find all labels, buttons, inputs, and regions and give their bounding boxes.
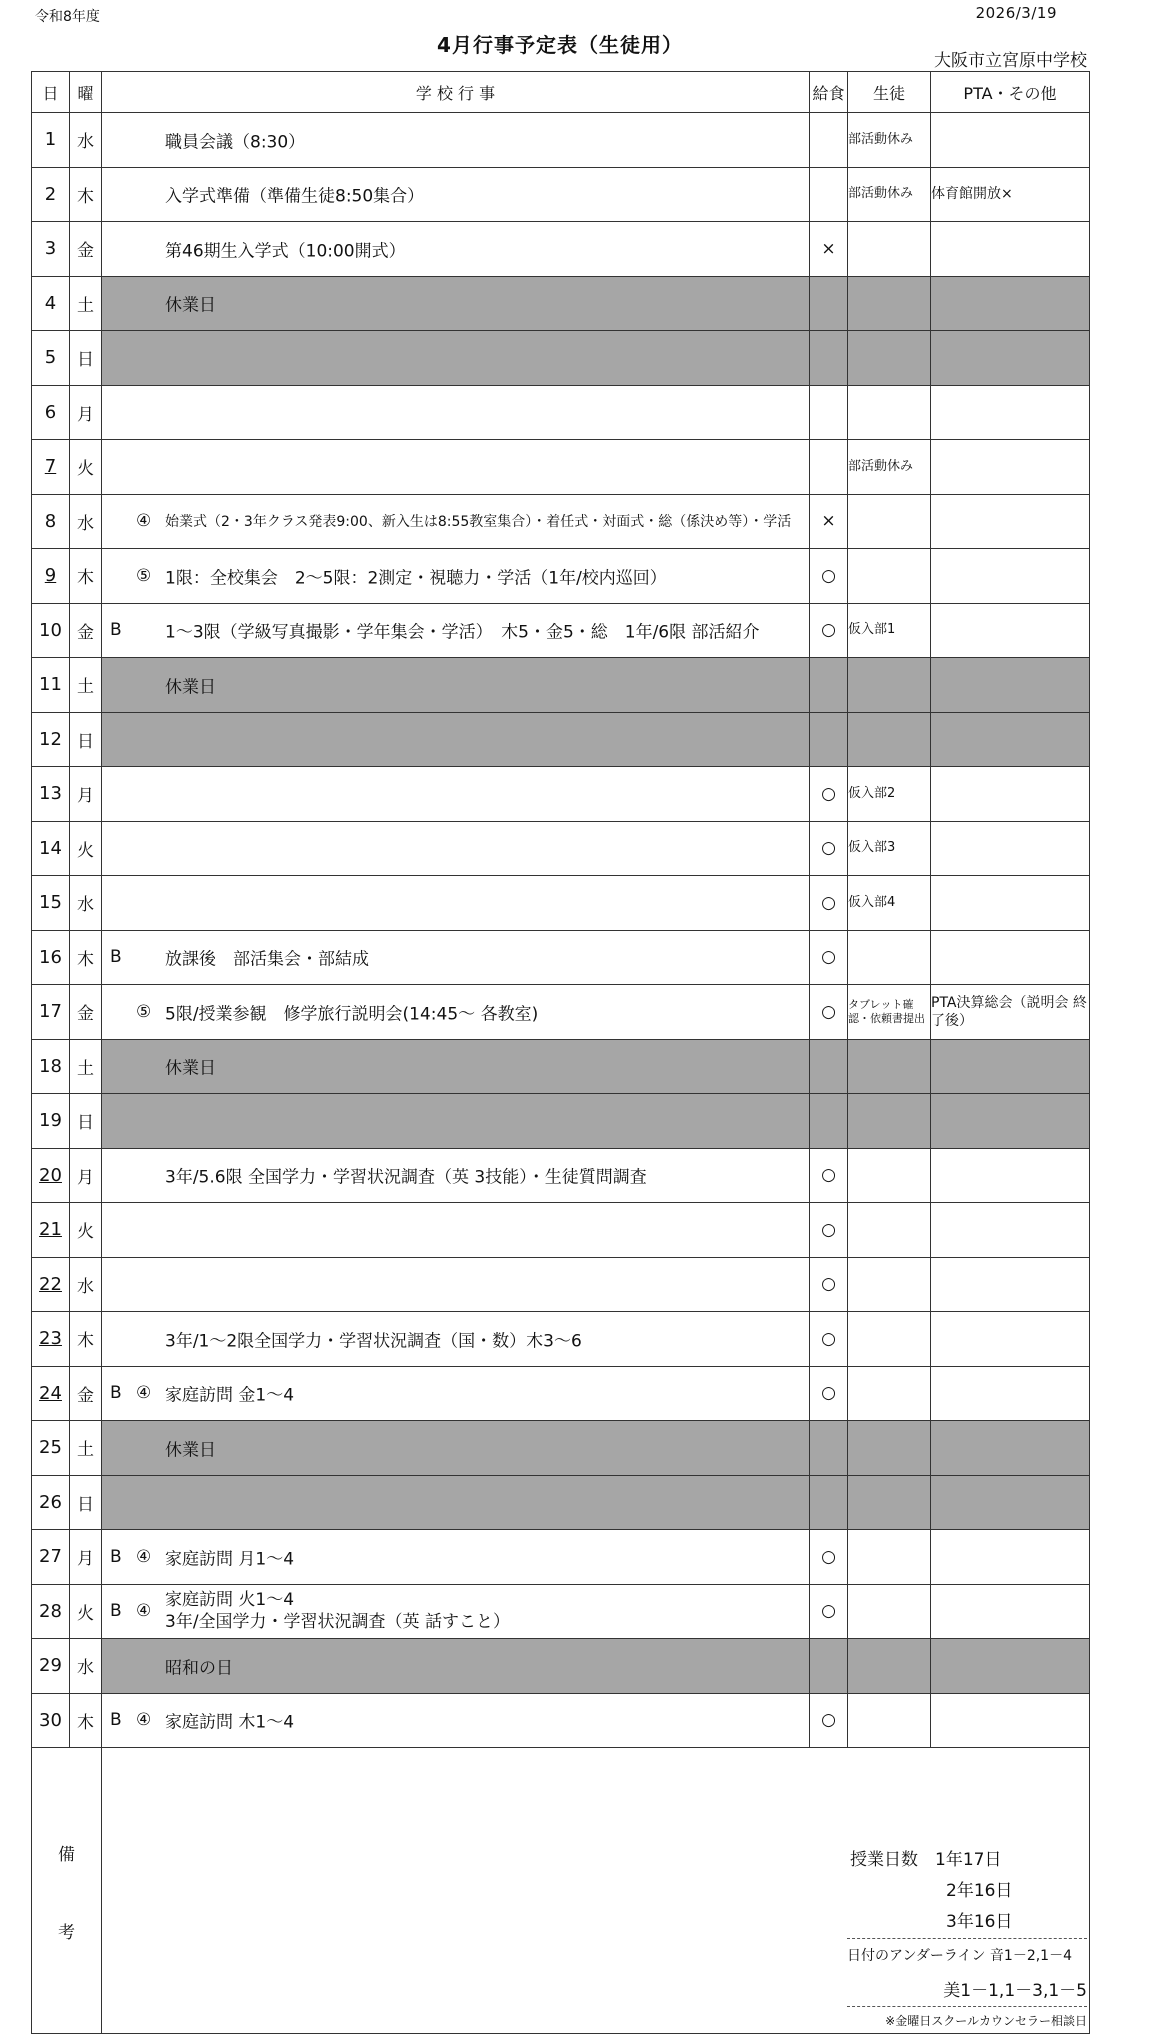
event-text: 休業日 xyxy=(165,677,216,698)
pta-cell xyxy=(931,767,1090,822)
period-count-mark: ⑤ xyxy=(136,1001,152,1022)
student-cell xyxy=(848,1039,931,1094)
meal-cell xyxy=(810,331,848,386)
student-cell xyxy=(848,1584,931,1639)
event-cell xyxy=(102,222,810,277)
pta-cell xyxy=(931,1421,1090,1476)
col-header-pta: PTA・その他 xyxy=(931,72,1090,113)
weekday-cell: 日 xyxy=(70,712,102,767)
class-days-line: 授業日数 1年17日 xyxy=(850,1850,1002,1870)
event-text: 家庭訪問 金1～4 xyxy=(165,1385,295,1406)
schedule-page xyxy=(31,0,1089,2040)
day-cell xyxy=(32,1094,70,1149)
event-text: 休業日 xyxy=(165,1058,216,1079)
day-number: 28 xyxy=(39,1600,62,1622)
day-number: 18 xyxy=(39,1055,62,1077)
pta-cell xyxy=(931,1257,1090,1312)
weekday-cell: 月 xyxy=(70,1148,102,1203)
event-cell xyxy=(102,1475,810,1530)
event-cell xyxy=(102,712,810,767)
event-cell xyxy=(102,1312,810,1367)
table-row xyxy=(32,821,1090,876)
day-cell xyxy=(32,821,70,876)
weekday-cell: 日 xyxy=(70,1094,102,1149)
day-cell xyxy=(32,385,70,440)
weekday-cell: 水 xyxy=(70,1257,102,1312)
day-cell xyxy=(32,767,70,822)
meal-cell: ○ xyxy=(810,1584,848,1639)
student-cell: 仮入部3 xyxy=(848,821,931,876)
student-cell: 部活動休み xyxy=(848,167,931,222)
table-row xyxy=(32,1257,1090,1312)
event-cell xyxy=(102,876,810,931)
school-name: 大阪市立宮原中学校 xyxy=(934,51,1087,71)
page-title: 4月行事予定表（生徒用） xyxy=(437,33,683,57)
pta-cell xyxy=(931,1475,1090,1530)
b-schedule-mark: B xyxy=(110,1383,122,1404)
event-cell xyxy=(102,985,810,1040)
day-number: 30 xyxy=(39,1709,62,1731)
student-cell xyxy=(848,494,931,549)
event-text: 入学式準備（準備生徒8:50集合） xyxy=(165,186,425,207)
weekday-cell: 日 xyxy=(70,331,102,386)
event-cell xyxy=(102,930,810,985)
meal-cell: ○ xyxy=(810,985,848,1040)
meal-cell: ○ xyxy=(810,1148,848,1203)
col-header-dow: 曜 xyxy=(70,72,102,113)
b-schedule-mark: B xyxy=(110,1546,122,1567)
event-text: 3年/1～2限全国学力・学習状況調査（国・数）木3～6 xyxy=(165,1331,582,1352)
meal-cell xyxy=(810,113,848,168)
student-cell xyxy=(848,1094,931,1149)
meal-cell: ○ xyxy=(810,1693,848,1748)
pta-cell xyxy=(931,1148,1090,1203)
event-text: 昭和の日 xyxy=(165,1658,233,1679)
pta-cell xyxy=(931,1094,1090,1149)
day-number: 22 xyxy=(39,1273,62,1295)
day-cell xyxy=(32,1421,70,1476)
meal-cell xyxy=(810,1475,848,1530)
student-cell xyxy=(848,1257,931,1312)
weekday-cell: 火 xyxy=(70,1203,102,1258)
period-count-mark: ④ xyxy=(136,1383,152,1404)
table-row xyxy=(32,494,1090,549)
day-cell xyxy=(32,712,70,767)
day-cell xyxy=(32,167,70,222)
day-number: 21 xyxy=(39,1219,62,1241)
meal-cell: ○ xyxy=(810,767,848,822)
day-number: 23 xyxy=(39,1328,62,1350)
pta-cell xyxy=(931,440,1090,495)
period-count-mark: ④ xyxy=(136,1601,152,1622)
remarks-label-1: 備 xyxy=(58,1845,75,1865)
table-row xyxy=(32,113,1090,168)
table-row xyxy=(32,549,1090,604)
day-cell xyxy=(32,985,70,1040)
day-cell xyxy=(32,1203,70,1258)
day-cell xyxy=(32,1257,70,1312)
student-cell xyxy=(848,1530,931,1585)
remarks-label-2: 考 xyxy=(58,1923,75,1943)
day-cell xyxy=(32,603,70,658)
pta-cell xyxy=(931,1530,1090,1585)
day-number: 13 xyxy=(39,783,62,805)
weekday-cell: 水 xyxy=(70,876,102,931)
meal-cell: ○ xyxy=(810,876,848,931)
day-number: 5 xyxy=(44,347,57,369)
student-cell xyxy=(848,1312,931,1367)
event-cell xyxy=(102,385,810,440)
meal-cell xyxy=(810,1421,848,1476)
meal-cell: × xyxy=(810,494,848,549)
col-header-day: 日 xyxy=(32,72,70,113)
table-row xyxy=(32,658,1090,713)
table-row xyxy=(32,440,1090,495)
meal-cell xyxy=(810,276,848,331)
student-cell xyxy=(848,549,931,604)
day-number: 29 xyxy=(39,1655,62,1677)
table-row xyxy=(32,985,1090,1040)
weekday-cell: 木 xyxy=(70,1312,102,1367)
day-number: 3 xyxy=(44,238,57,260)
day-number: 24 xyxy=(39,1382,62,1404)
meal-cell xyxy=(810,1639,848,1694)
event-cell xyxy=(102,1693,810,1748)
event-text xyxy=(165,1589,510,1633)
event-line: 家庭訪問 火1～4 xyxy=(165,1590,295,1611)
event-cell xyxy=(102,1148,810,1203)
day-cell xyxy=(32,1475,70,1530)
day-number: 16 xyxy=(39,946,62,968)
period-count-mark: ④ xyxy=(136,1546,152,1567)
meal-cell: ○ xyxy=(810,930,848,985)
weekday-cell: 水 xyxy=(70,113,102,168)
day-number: 20 xyxy=(39,1164,62,1186)
meal-cell xyxy=(810,440,848,495)
event-cell xyxy=(102,603,810,658)
pta-cell xyxy=(931,603,1090,658)
weekday-cell: 金 xyxy=(70,603,102,658)
day-cell xyxy=(32,1530,70,1585)
day-number: 2 xyxy=(44,183,57,205)
remarks-label xyxy=(32,1748,102,2034)
table-row xyxy=(32,712,1090,767)
table-row xyxy=(32,603,1090,658)
weekday-cell: 土 xyxy=(70,1421,102,1476)
pta-cell xyxy=(931,1639,1090,1694)
event-text: 1限：全校集会 2～5限：2測定・視聴力・学活（1年/校内巡回） xyxy=(165,568,667,589)
meal-cell xyxy=(810,1094,848,1149)
student-cell xyxy=(848,222,931,277)
day-cell xyxy=(32,113,70,168)
student-cell: 部活動休み xyxy=(848,440,931,495)
day-number: 9 xyxy=(44,565,57,587)
weekday-cell: 月 xyxy=(70,1530,102,1585)
day-cell xyxy=(32,331,70,386)
b-schedule-mark: B xyxy=(110,1601,122,1622)
day-number: 12 xyxy=(39,728,62,750)
underline-note-cont: 美1－1,1－3,1－5 xyxy=(943,1981,1087,2001)
issue-date: 2026/3/19 xyxy=(975,4,1057,22)
weekday-cell: 火 xyxy=(70,821,102,876)
day-cell xyxy=(32,1584,70,1639)
weekday-cell: 木 xyxy=(70,549,102,604)
student-cell: 部活動休み xyxy=(848,113,931,168)
table-row xyxy=(32,767,1090,822)
b-schedule-mark: B xyxy=(110,1710,122,1731)
schedule-table xyxy=(31,71,1090,2034)
remarks-body xyxy=(102,1748,1090,2034)
table-row xyxy=(32,167,1090,222)
weekday-cell: 水 xyxy=(70,494,102,549)
table-row xyxy=(32,1366,1090,1421)
period-count-mark: ⑤ xyxy=(136,565,152,586)
meal-cell: ○ xyxy=(810,549,848,604)
day-number: 11 xyxy=(39,674,62,696)
student-cell xyxy=(848,1639,931,1694)
day-cell xyxy=(32,1312,70,1367)
table-row xyxy=(32,1039,1090,1094)
pta-cell xyxy=(931,385,1090,440)
day-number: 4 xyxy=(44,292,57,314)
student-cell: 仮入部2 xyxy=(848,767,931,822)
day-cell xyxy=(32,440,70,495)
pta-cell xyxy=(931,1366,1090,1421)
event-cell xyxy=(102,1639,810,1694)
pta-cell xyxy=(931,1039,1090,1094)
table-row xyxy=(32,222,1090,277)
day-number: 17 xyxy=(39,1001,62,1023)
pta-cell xyxy=(931,113,1090,168)
table-row xyxy=(32,1148,1090,1203)
day-number: 1 xyxy=(44,129,57,151)
event-text: 家庭訪問 木1～4 xyxy=(165,1712,295,1733)
pta-cell xyxy=(931,930,1090,985)
table-row xyxy=(32,876,1090,931)
meal-cell xyxy=(810,385,848,440)
table-row xyxy=(32,1693,1090,1748)
weekday-cell: 水 xyxy=(70,1639,102,1694)
event-cell xyxy=(102,113,810,168)
event-text: 休業日 xyxy=(165,1440,216,1461)
event-cell xyxy=(102,1584,810,1639)
meal-cell xyxy=(810,658,848,713)
table-row xyxy=(32,276,1090,331)
pta-cell xyxy=(931,222,1090,277)
period-count-mark: ④ xyxy=(136,511,152,532)
b-schedule-mark: B xyxy=(110,947,122,968)
weekday-cell: 土 xyxy=(70,658,102,713)
pta-cell: 体育館開放× xyxy=(931,167,1090,222)
table-row xyxy=(32,1203,1090,1258)
pta-cell xyxy=(931,549,1090,604)
class-days-line: 2年16日 xyxy=(946,1881,1013,1901)
event-text: 5限/授業参観 修学旅行説明会(14:45～ 各教室) xyxy=(165,1004,539,1025)
event-cell xyxy=(102,331,810,386)
event-cell xyxy=(102,276,810,331)
pta-cell xyxy=(931,331,1090,386)
day-number: 25 xyxy=(39,1437,62,1459)
meal-cell: ○ xyxy=(810,1312,848,1367)
pta-cell xyxy=(931,658,1090,713)
day-number: 27 xyxy=(39,1546,62,1568)
table-row xyxy=(32,1475,1090,1530)
meal-cell xyxy=(810,167,848,222)
event-cell xyxy=(102,494,810,549)
weekday-cell: 土 xyxy=(70,1039,102,1094)
day-cell xyxy=(32,1639,70,1694)
weekday-cell: 火 xyxy=(70,1584,102,1639)
day-number: 26 xyxy=(39,1491,62,1513)
event-cell xyxy=(102,1421,810,1476)
class-days xyxy=(850,1845,1012,1938)
class-days-line: 3年16日 xyxy=(946,1912,1013,1932)
student-cell xyxy=(848,331,931,386)
student-cell: 仮入部1 xyxy=(848,603,931,658)
table-row xyxy=(32,1584,1090,1639)
table-row xyxy=(32,1530,1090,1585)
student-cell xyxy=(848,1203,931,1258)
weekday-cell: 金 xyxy=(70,222,102,277)
event-cell xyxy=(102,167,810,222)
meal-cell: ○ xyxy=(810,1203,848,1258)
col-header-meal: 給食 xyxy=(810,72,848,113)
meal-cell: ○ xyxy=(810,603,848,658)
period-count-mark: ④ xyxy=(136,1710,152,1731)
day-number: 10 xyxy=(39,619,62,641)
day-cell xyxy=(32,1366,70,1421)
student-cell: タブレット確認・依頼書提出 xyxy=(848,985,931,1040)
day-cell xyxy=(32,1148,70,1203)
student-cell xyxy=(848,1148,931,1203)
event-cell xyxy=(102,1366,810,1421)
pta-cell xyxy=(931,876,1090,931)
student-cell xyxy=(848,276,931,331)
student-cell xyxy=(848,1475,931,1530)
day-number: 19 xyxy=(39,1110,62,1132)
col-header-events: 学 校 行 事 xyxy=(102,72,810,113)
weekday-cell: 金 xyxy=(70,1366,102,1421)
table-row xyxy=(32,1312,1090,1367)
day-cell xyxy=(32,549,70,604)
event-cell xyxy=(102,767,810,822)
weekday-cell: 木 xyxy=(70,1693,102,1748)
day-cell xyxy=(32,658,70,713)
fiscal-year: 令和8年度 xyxy=(35,9,100,25)
student-cell xyxy=(848,385,931,440)
meal-cell: ○ xyxy=(810,821,848,876)
event-cell xyxy=(102,549,810,604)
event-cell xyxy=(102,1530,810,1585)
day-number: 6 xyxy=(44,401,57,423)
day-number: 8 xyxy=(44,510,57,532)
event-cell xyxy=(102,440,810,495)
day-cell xyxy=(32,930,70,985)
event-text: 休業日 xyxy=(165,295,216,316)
weekday-cell: 木 xyxy=(70,930,102,985)
pta-cell xyxy=(931,712,1090,767)
student-cell xyxy=(848,930,931,985)
day-cell xyxy=(32,1039,70,1094)
day-number: 7 xyxy=(44,456,57,478)
pta-cell xyxy=(931,1693,1090,1748)
event-text: 1～3限（学級写真撮影・学年集会・学活） 木5・金5・総 1年/6限 部活紹介 xyxy=(165,622,760,643)
day-cell xyxy=(32,494,70,549)
meal-cell: ○ xyxy=(810,1530,848,1585)
counselor-footnote: ※金曜日スクールカウンセラー相談日 xyxy=(847,2006,1087,2029)
meal-cell xyxy=(810,1039,848,1094)
day-cell xyxy=(32,222,70,277)
table-row xyxy=(32,930,1090,985)
student-cell xyxy=(848,1366,931,1421)
event-text: 始業式（2・3年クラス発表9:00、新入生は8:55教室集合）・着任式・対面式・総（係決め等）・学活 xyxy=(165,514,792,531)
pta-cell xyxy=(931,494,1090,549)
event-cell xyxy=(102,658,810,713)
b-schedule-mark: B xyxy=(110,620,122,641)
underline-note: 日付のアンダーライン 音1－2,1－4 xyxy=(847,1938,1087,1965)
table-row xyxy=(32,1094,1090,1149)
weekday-cell: 木 xyxy=(70,167,102,222)
day-cell xyxy=(32,276,70,331)
day-number: 14 xyxy=(39,837,62,859)
meal-cell: ○ xyxy=(810,1257,848,1312)
student-cell xyxy=(848,1693,931,1748)
day-number: 15 xyxy=(39,892,62,914)
table-row xyxy=(32,385,1090,440)
weekday-cell: 月 xyxy=(70,767,102,822)
meal-cell: × xyxy=(810,222,848,277)
day-cell xyxy=(32,876,70,931)
event-text: 放課後 部活集会・部結成 xyxy=(165,949,369,970)
event-text: 3年/5.6限 全国学力・学習状況調査（英 3技能）・生徒質問調査 xyxy=(165,1167,647,1188)
event-cell xyxy=(102,1257,810,1312)
table-row xyxy=(32,1421,1090,1476)
pta-cell xyxy=(931,1584,1090,1639)
event-text: 家庭訪問 月1～4 xyxy=(165,1549,295,1570)
student-cell: 仮入部4 xyxy=(848,876,931,931)
event-cell xyxy=(102,1094,810,1149)
pta-cell: PTA決算総会（説明会 終了後） xyxy=(931,985,1090,1040)
event-text: 職員会議（8:30） xyxy=(165,132,306,153)
student-cell xyxy=(848,712,931,767)
meal-cell xyxy=(810,712,848,767)
weekday-cell: 土 xyxy=(70,276,102,331)
weekday-cell: 火 xyxy=(70,440,102,495)
day-cell xyxy=(32,1693,70,1748)
weekday-cell: 月 xyxy=(70,385,102,440)
event-line: 3年/全国学力・学習状況調査（英 話すこと） xyxy=(165,1612,510,1633)
pta-cell xyxy=(931,1203,1090,1258)
student-cell xyxy=(848,1421,931,1476)
col-header-student: 生徒 xyxy=(848,72,931,113)
weekday-cell: 日 xyxy=(70,1475,102,1530)
student-cell xyxy=(848,658,931,713)
pta-cell xyxy=(931,821,1090,876)
table-row xyxy=(32,331,1090,386)
event-text: 第46期生入学式（10:00開式） xyxy=(165,241,406,262)
meal-cell: ○ xyxy=(810,1366,848,1421)
event-cell xyxy=(102,821,810,876)
event-cell xyxy=(102,1039,810,1094)
table-row xyxy=(32,1639,1090,1694)
weekday-cell: 金 xyxy=(70,985,102,1040)
event-cell xyxy=(102,1203,810,1258)
pta-cell xyxy=(931,1312,1090,1367)
pta-cell xyxy=(931,276,1090,331)
